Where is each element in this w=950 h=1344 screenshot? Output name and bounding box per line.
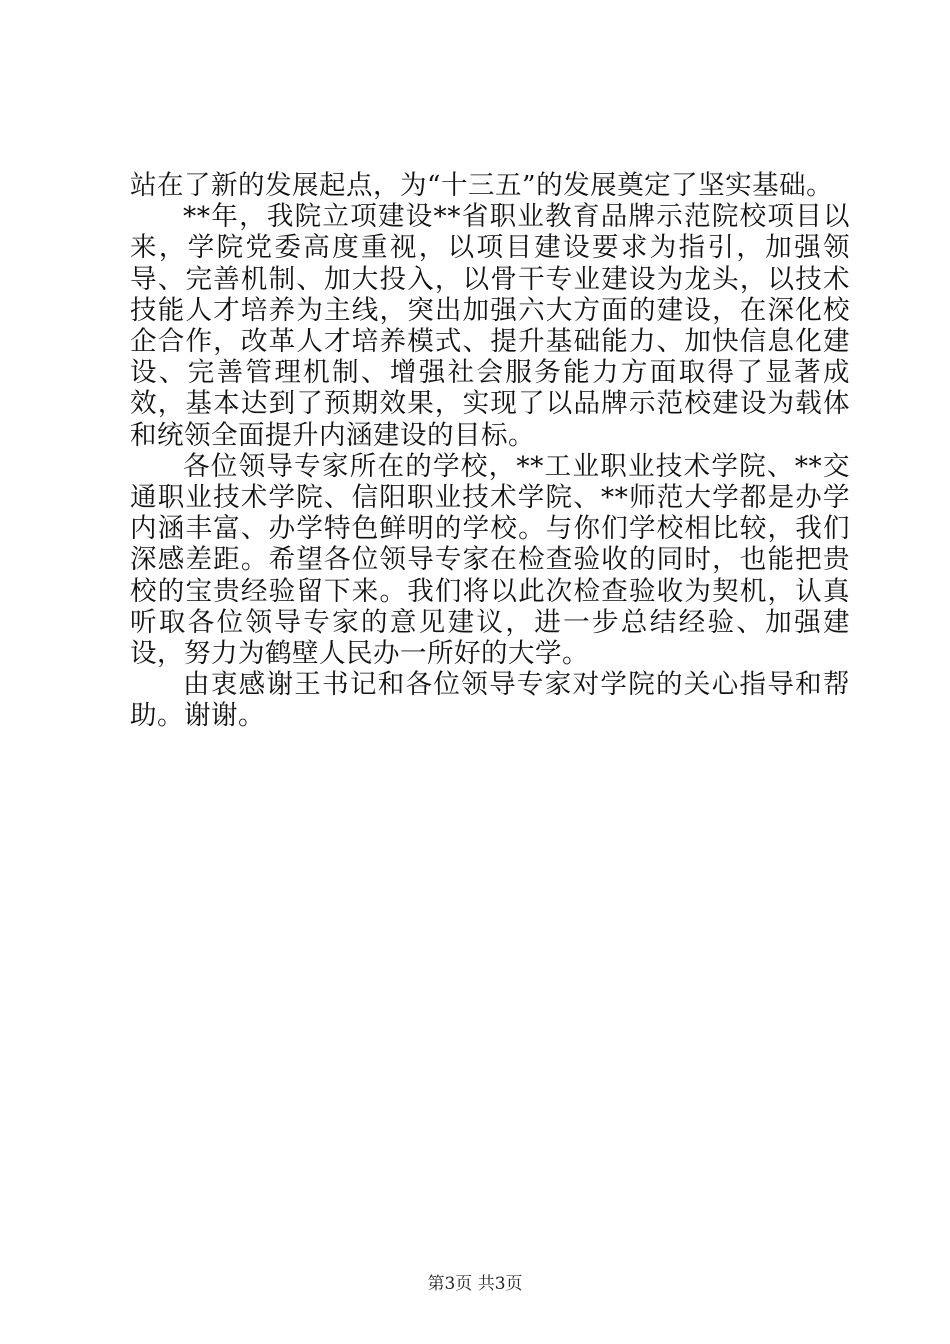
document-body [130, 170, 850, 732]
paragraph-expert-schools: 各位领导专家所在的学校，**工业职业技术学院、**交通职业技术学院、信阳职业技术学院、**师范大学都是办学内涵丰富、办学特色鲜明的学校。与你们学校相比较，我们深感差距。希望各位领导专家在检查验收的同时，也能把贵校的宝贵经验留下来。我们将以此次检查验收为契机，认真听取各位领导专家的意见建议，进一步总结经验、加强建设，努力为鹤壁人民办一所好的大学。 [130, 450, 850, 670]
page-number-footer: 第3页 共3页 [427, 1274, 523, 1294]
paragraph-thanks: 由衷感谢王书记和各位领导专家对学院的关心指导和帮助。谢谢。 [130, 669, 850, 732]
paragraph-project-summary: **年，我院立项建设**省职业教育品牌示范院校项目以来，学院党委高度重视，以项目建设要求为指引，加强领导、完善机制、加大投入，以骨干专业建设为龙头，以技术技能人才培养为主线，突出加强六大方面的建设，在深化校企合作，改革人才培养模式、提升基础能力、加快信息化建设、完善管理机制、增强社会服务能力方面取得了显著成效，基本达到了预期效果，实现了以品牌示范校建设为载体和统领全面提升内涵建设的目标。 [130, 201, 850, 451]
paragraph-continuation: 站在了新的发展起点，为“十三五”的发展奠定了坚实基础。 [130, 170, 834, 201]
